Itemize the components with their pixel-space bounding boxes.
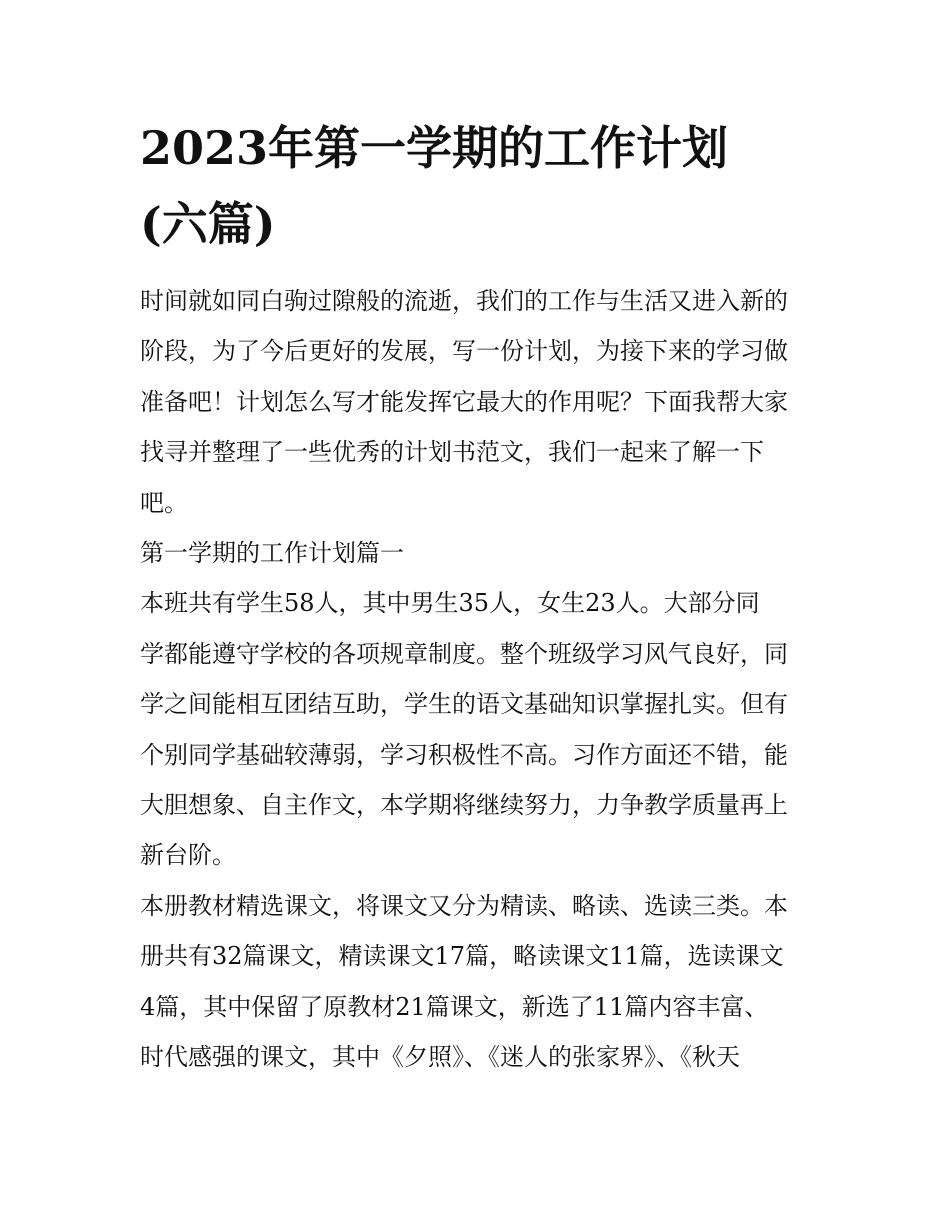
body-line: 册共有32篇课文，精读课文17篇，略读课文11篇，选读课文 — [140, 942, 784, 971]
body-line: 找寻并整理了一些优秀的计划书范文，我们一起来了解一下 — [140, 438, 764, 467]
body-line: 学之间能相互团结互助，学生的语文基础知识掌握扎实。但有 — [140, 690, 788, 719]
body-line: 时代感强的课文，其中《夕照》、《迷人的张家界》、《秋天 — [140, 1043, 740, 1072]
body-line: 本册教材精选课文，将课文又分为精读、略读、选读三类。本 — [140, 891, 788, 920]
document-title — [140, 110, 812, 262]
body-line: 个别同学基础较薄弱，学习积极性不高。习作方面还不错，能 — [140, 740, 788, 769]
body-line: 4篇，其中保留了原教材21篇课文，新选了11篇内容丰富、 — [140, 992, 769, 1021]
document-body — [140, 276, 812, 1083]
title-line-1: 2023年第一学期的工作计划 — [140, 121, 729, 175]
body-line: 大胆想象、自主作文，本学期将继续努力，力争教学质量再上 — [140, 791, 788, 820]
body-line: 本班共有学生58人，其中男生35人，女生23人。大部分同 — [140, 589, 760, 618]
body-line: 准备吧！计划怎么写才能发挥它最大的作用呢？下面我帮大家 — [140, 387, 788, 416]
body-line: 吧。 — [140, 488, 188, 517]
document-page — [140, 110, 812, 1083]
body-line: 时间就如同白驹过隙般的流逝，我们的工作与生活又进入新的 — [140, 287, 788, 315]
body-line: 阶段，为了今后更好的发展，写一份计划，为接下来的学习做 — [140, 337, 788, 366]
section-heading: 第一学期的工作计划篇一 — [140, 539, 404, 568]
body-line: 学都能遵守学校的各项规章制度。整个班级学习风气良好，同 — [140, 639, 788, 668]
body-line: 新台阶。 — [140, 841, 236, 870]
title-line-2: (六篇) — [140, 197, 276, 251]
